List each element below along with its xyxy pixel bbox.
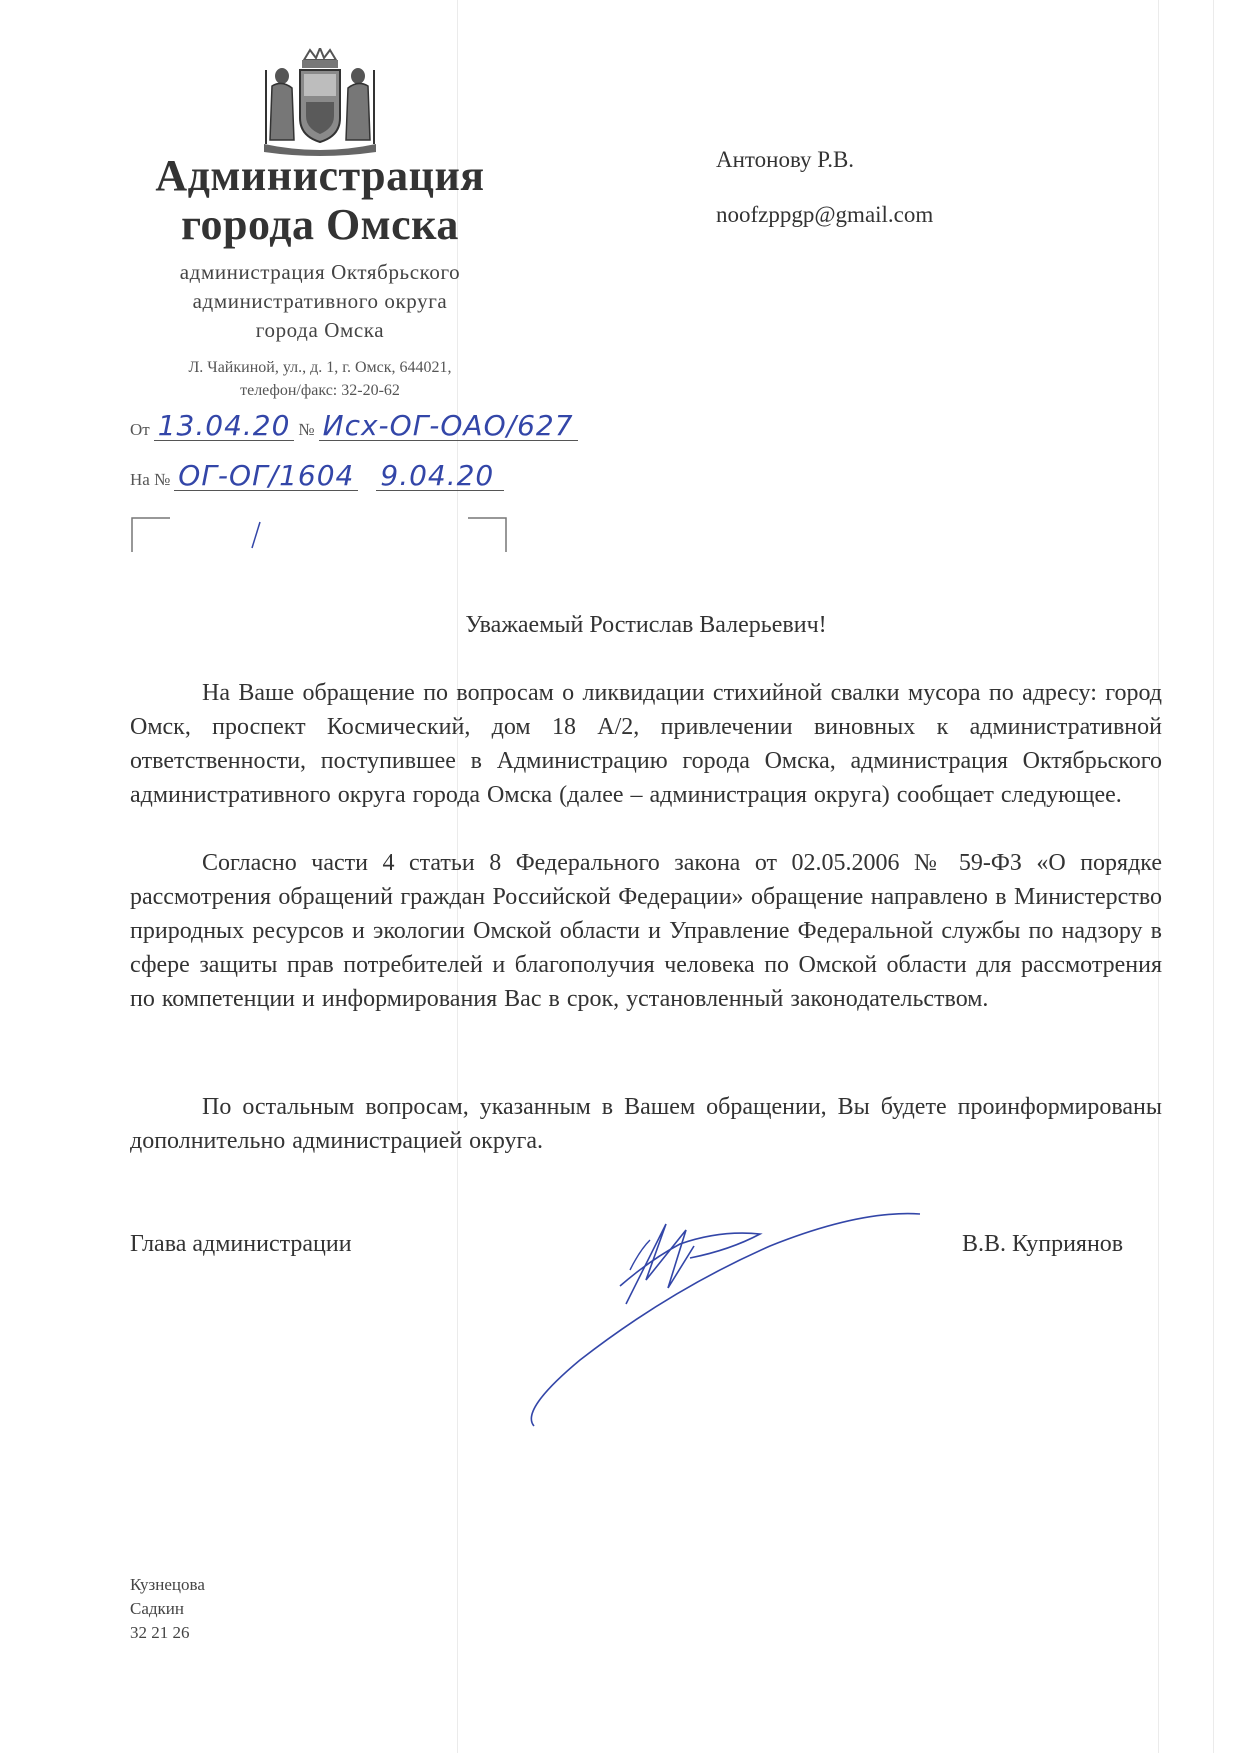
corner-marks (130, 512, 520, 552)
sub-org-line1: администрация Октябрьского (179, 260, 461, 284)
body-paragraph-2: Согласно части 4 статьи 8 Федерального закона от 02.05.2006 № 59-ФЗ «О порядке рассмотрения обращений граждан Российской Федерации» обращение направлено в Министерство природных ресурсов и экологии Омской области и Управление Федеральной службы по надзору в сфере защиты прав потребителей и благополучия человека по Омской области для рассмотрения по компетенции и информирования Вас в срок, установленный законодательством. (130, 850, 1162, 1012)
reply-number: ОГ-ОГ/1604 (174, 462, 358, 491)
org-name-line2: города Омска (181, 200, 459, 249)
sub-org-line3: города Омска (255, 318, 385, 342)
coat-of-arms-emblem (260, 48, 380, 158)
recipient-email[interactable]: noofzppgp@gmail.com (716, 202, 934, 227)
contact-phone: 32 21 26 (130, 1623, 190, 1642)
contact-name-1: Кузнецова (130, 1575, 205, 1594)
number-sign: № (298, 420, 315, 439)
outgoing-number: Исх-ОГ-ОАО/627 (319, 412, 578, 441)
body-paragraph-3: По остальным вопросам, указанным в Вашем обращении, Вы будете проинформированы дополнительно администрацией округа. (130, 1094, 1162, 1154)
contact-name-2: Садкин (130, 1599, 184, 1618)
from-label: От (130, 420, 150, 439)
scan-line (1213, 0, 1214, 1753)
reply-label: На № (130, 470, 171, 489)
recipient-name: Антонову Р.В. (716, 147, 855, 172)
reply-reference (130, 459, 650, 492)
signatory-position: Глава администрации (130, 1231, 352, 1257)
sub-org-line2: административного округа (192, 289, 448, 313)
signatory-name: В.В. Куприянов (962, 1231, 1124, 1257)
address-line: Л. Чайкиной, ул., д. 1, г. Омск, 644021, (188, 359, 452, 376)
org-name-line1: Администрация (155, 151, 485, 200)
reply-date: 9.04.20 (376, 462, 504, 491)
handwritten-signature (520, 1200, 940, 1440)
from-date: 13.04.20 (154, 412, 295, 441)
body-paragraph-1: На Ваше обращение по вопросам о ликвидации стихийной свалки мусора по адресу: город Омск, проспект Космический, дом 18 А/2, привлечении виновных к административной ответственности, поступившее в Администрацию города Омска, администрация Октябрьского административного округа города Омска (далее – администрация округа) сообщает следующее. (130, 680, 1162, 808)
salutation: Уважаемый Ростислав Валерьевич! (465, 612, 827, 638)
phone-fax-line: телефон/факс: 32-20-62 (240, 382, 400, 399)
outgoing-reference (130, 409, 650, 442)
